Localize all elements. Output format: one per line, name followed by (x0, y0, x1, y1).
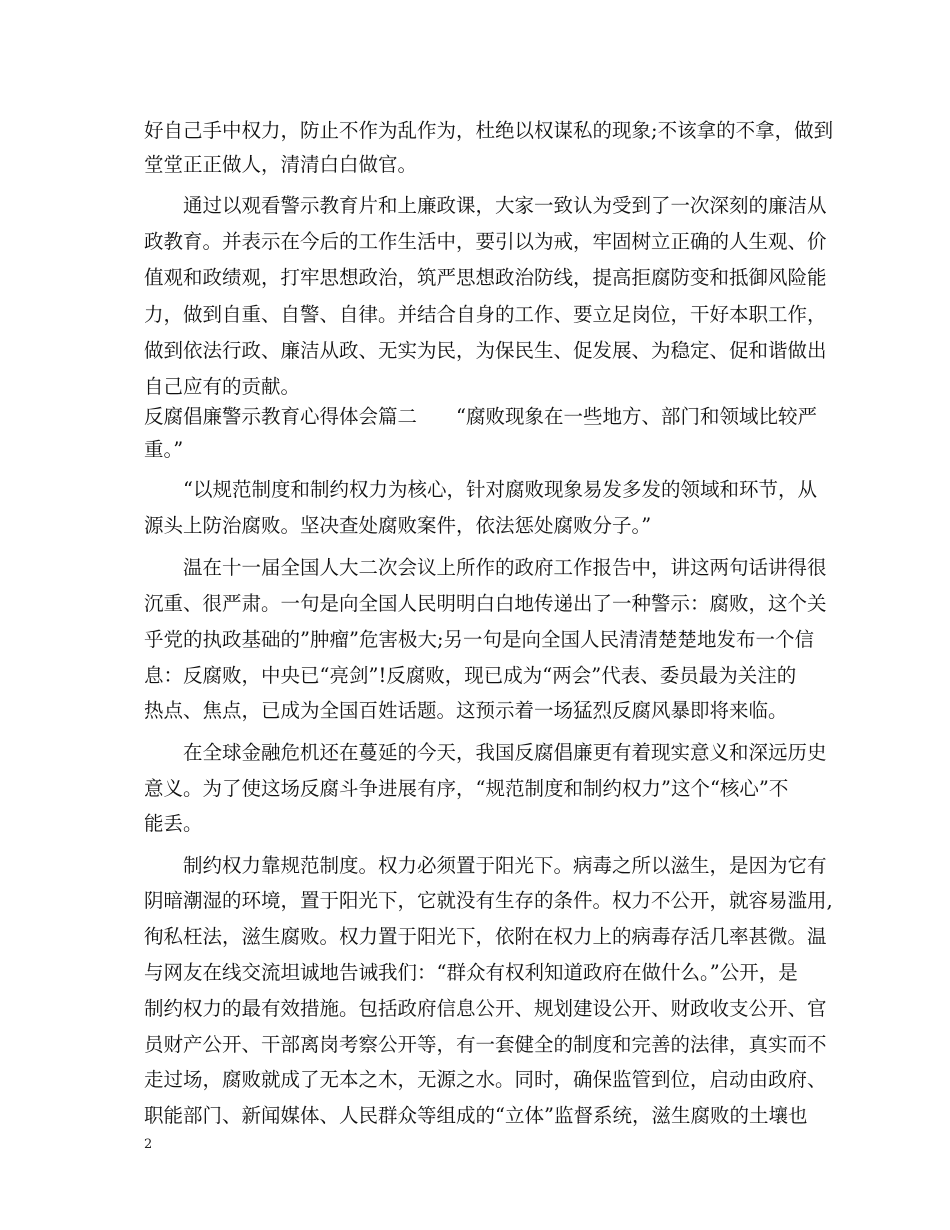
section-heading-line: 反腐倡廉警示教育心得体会篇二 “腐败现象在一些地方、部门和领域比较严 (144, 405, 817, 428)
text-line: 息：反腐败，中央已“亮剑”!反腐败，现已成为“两会”代表、委员最为关注的 (144, 664, 797, 687)
text-line: 阴暗潮湿的环境，置于阳光下，它就没有生存的条件。权力不公开，就容易滥用, (144, 889, 833, 912)
text-line: 沉重、很严肃。一句是向全国人民明明白白地传递出了一种警示：腐败，这个关 (144, 592, 827, 615)
text-line: 在全球金融危机还在蔓延的今天，我国反腐倡廉更有着现实意义和深远历史 (144, 741, 827, 764)
text-line: 徇私枉法，滋生腐败。权力置于阳光下，依附在权力上的病毒存活几率甚微。温 (144, 925, 827, 948)
text-line: 值观和政绩观，打牢思想政治，筑严思想政治防线，提高拒腐防变和抵御风险能 (144, 266, 827, 289)
text-line: 热点、焦点，已成为全国百姓话题。这预示着一场猛烈反腐风暴即将来临。 (144, 699, 788, 722)
text-line: 做到依法行政、廉洁从政、无实为民，为保民生、促发展、为稳定、促和谐做出 (144, 339, 827, 362)
text-line: 重。” (144, 438, 184, 461)
page-number: 2 (144, 1137, 153, 1152)
text-line: 源头上防治腐败。坚决查处腐败案件，依法惩处腐败分子。” (144, 514, 652, 537)
text-line: 通过以观看警示教育片和上廉政课，大家一致认为受到了一次深刻的廉洁从 (144, 194, 827, 217)
text-line: 意义。为了使这场反腐斗争进展有序，“规范制度和制约权力”这个“核心”不 (144, 777, 789, 800)
text-line: 好自己手中权力，防止不作为乱作为，杜绝以权谋私的现象;不该拿的不拿，做到 (144, 119, 834, 142)
text-line: 乎党的执政基础的”肿瘤”危害极大;另一句是向全国人民清清楚楚地发布一个信 (144, 628, 815, 651)
text-line: 政教育。并表示在今后的工作生活中，要引以为戒，牢固树立正确的人生观、价 (144, 230, 827, 253)
text-line: 堂堂正正做人，清清白白做官。 (144, 153, 418, 176)
text-line: “以规范制度和制约权力为核心，针对腐败现象易发多发的领域和环节，从 (144, 478, 817, 501)
text-line: 自己应有的贡献。 (144, 375, 301, 398)
text-line: 职能部门、新闻媒体、人民群众等组成的“立体”监督系统，滋生腐败的土壤也 (144, 1104, 808, 1127)
text-line: 走过场，腐败就成了无本之木，无源之水。同时，确保监管到位，启动由政府、 (144, 1068, 827, 1091)
text-line: 温在十一届全国人大二次会议上所作的政府工作报告中，讲这两句话讲得很 (144, 556, 827, 579)
text-line: 员财产公开、干部离岗考察公开等，有一套健全的制度和完善的法律，真实而不 (144, 1033, 827, 1056)
text-line: 与网友在线交流坦诚地告诫我们：“群众有权利知道政府在做什么。”公开，是 (144, 961, 798, 984)
text-line: 力，做到自重、自警、自律。并结合自身的工作、要立足岗位，干好本职工作， (144, 303, 827, 326)
text-line: 制约权力靠规范制度。权力必须置于阳光下。病毒之所以滋生，是因为它有 (144, 854, 827, 877)
text-line: 制约权力的最有效措施。包括政府信息公开、规划建设公开、财政收支公开、官 (144, 997, 827, 1020)
text-line: 能丢。 (144, 812, 203, 835)
